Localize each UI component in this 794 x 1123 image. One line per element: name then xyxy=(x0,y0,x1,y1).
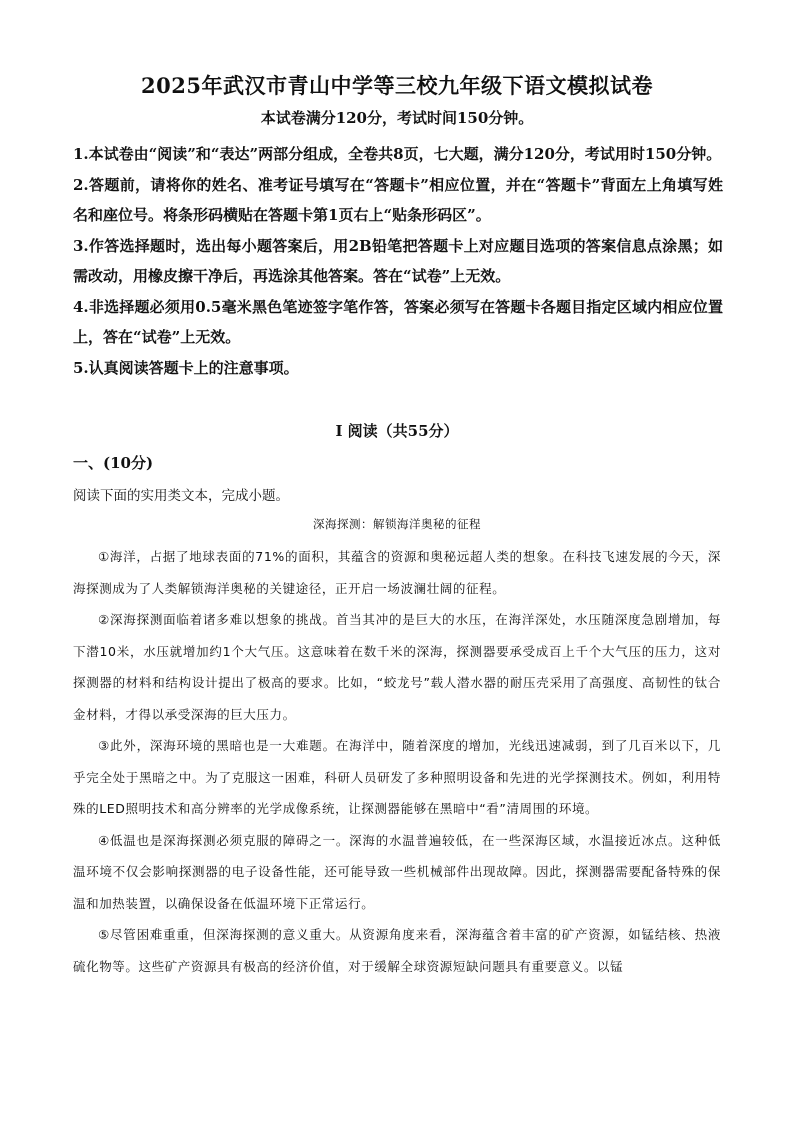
article-paragraph: ④低温也是深海探测必须克服的障碍之一。深海的水温普遍较低，在一些深海区域，水温接近冰点。这种低温环境不仅会影响探测器的电子设备性能，还可能导致一些机械部件出现故障。因此，探测器需要配备特殊的保温和加热装置，以确保设备在低温环境下正常运行。 xyxy=(73,832,721,911)
note-item: 3.作答选择题时，选出每小题答案后，用2B铅笔把答题卡上对应题目选项的答案信息点涂黑；如需改动，用橡皮擦干净后，再选涂其他答案。答在“试卷”上无效。 xyxy=(73,236,723,285)
note-item: 5.认真阅读答题卡上的注意事项。 xyxy=(73,358,299,377)
note-item: 2.答题前，请将你的姓名、准考证号填写在“答题卡”相应位置，并在“答题卡”背面左上角填写姓名和座位号。将条形码横贴在答题卡第1页右上“贴条形码区”。 xyxy=(73,175,723,224)
reading-instruction: 阅读下面的实用类文本，完成小题。 xyxy=(73,488,289,504)
article-paragraph: ②深海探测面临着诸多难以想象的挑战。首当其冲的是巨大的水压，在海洋深处，水压随深度急剧增加，每下潜10米，水压就增加约1个大气压。这意味着在数千米的深海，探测器要承受成百上千个大气压的压力，这对探测器的材料和结构设计提出了极高的要求。比如，“蛟龙号”载人潜水器的耐压壳采用了高强度、高韧性的钛合金材料，才得以承受深海的巨大压力。 xyxy=(73,612,721,722)
page-title: 2025年武汉市青山中学等三校九年级下语文模拟试卷 xyxy=(141,73,653,98)
article-paragraph: ①海洋，占据了地球表面的71%的面积，其蕴含的资源和奥秘远超人类的想象。在科技飞速发展的今天，深海探测成为了人类解锁海洋奥秘的关键途径，正开启一场波澜壮阔的征程。 xyxy=(73,549,721,596)
article-paragraph: ③此外，深海环境的黑暗也是一大难题。在海洋中，随着深度的增加，光线迅速减弱，到了几百米以下，几乎完全处于黑暗之中。为了克服这一困难，科研人员研发了多种照明设备和先进的光学探测技术。例如，利用特殊的LED照明技术和高分辨率的光学成像系统，让探测器能够在黑暗中“看”清周围的环境。 xyxy=(73,738,721,816)
note-item: 1.本试卷由“阅读”和“表达”两部分组成，全卷共8页，七大题，满分120分，考试用时150分钟。 xyxy=(73,145,722,163)
part-heading: 一、(10分) xyxy=(73,454,154,472)
exam-subtitle: 本试卷满分120分，考试时间150分钟。 xyxy=(260,109,534,127)
article-title: 深海探测：解锁海洋奥秘的征程 xyxy=(313,517,481,531)
note-item: 4.非选择题必须用0.5毫米黑色笔迹签字笔作答，答案必须写在答题卡各题目指定区域内相应位置上，答在“试卷”上无效。 xyxy=(73,297,723,346)
section-title: I 阅读（共55分） xyxy=(335,422,459,440)
article-body xyxy=(73,541,721,982)
exam-notes xyxy=(73,139,723,383)
article-paragraph: ⑤尽管困难重重，但深海探测的意义重大。从资源角度来看，深海蕴含着丰富的矿产资源，如锰结核、热液硫化物等。这些矿产资源具有极高的经济价值，对于缓解全球资源短缺问题具有重要意义。以锰 xyxy=(73,927,721,974)
